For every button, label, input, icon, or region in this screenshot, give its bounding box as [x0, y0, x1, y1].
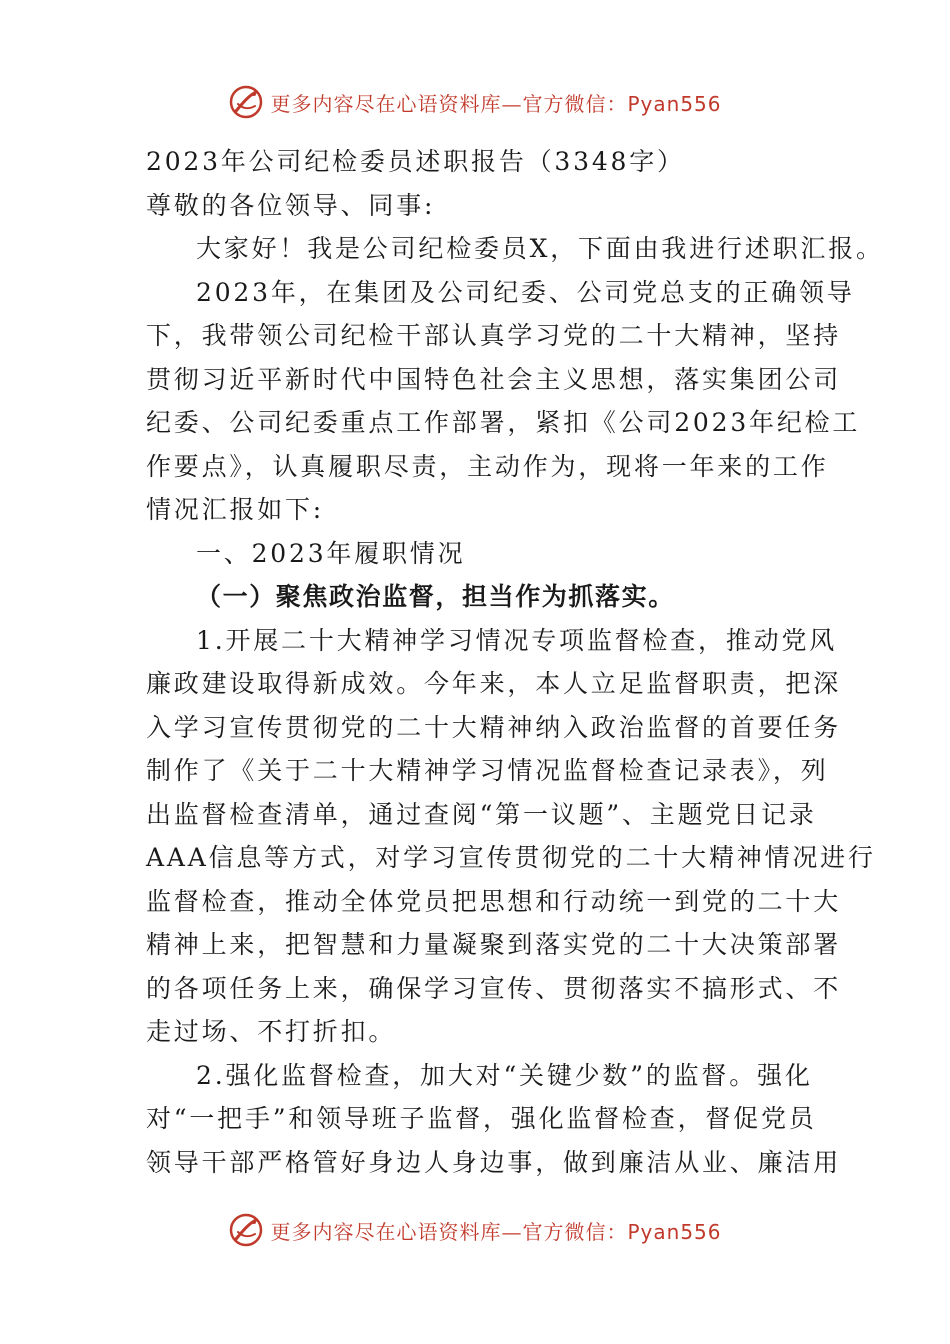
- paragraph-line: 贯彻习近平新时代中国特色社会主义思想，落实集团公司: [146, 364, 842, 394]
- paragraph-line: 对“一把手”和领导班子监督，强化监督检查，督促党员: [146, 1104, 817, 1133]
- section-heading: 一、2023年履职情况: [196, 538, 466, 568]
- header-banner-text: 更多内容尽在心语资料库—官方微信：Pyan556: [270, 91, 722, 116]
- paragraph-line: 纪委、公司纪委重点工作部署，紧扣《公司2023年纪检工: [146, 408, 861, 437]
- pen-signature-logo-icon: [228, 84, 264, 120]
- paragraph-line: 2023年，在集团及公司纪委、公司党总支的正确领导: [196, 277, 855, 307]
- paragraph-line: 制作了《关于二十大精神学习情况监督检查记录表》，列: [146, 756, 829, 785]
- paragraph-line: 2.强化监督检查，加大对“关键少数”的监督。强化: [196, 1060, 813, 1090]
- document-salutation: 尊敬的各位领导、同事:: [146, 190, 436, 220]
- paragraph-line: 大家好！我是公司纪检委员X，下面由我进行述职汇报。: [196, 234, 884, 263]
- header-watermark-banner: [0, 80, 950, 124]
- paragraph-line: 监督检查，推动全体党员把思想和行动统一到党的二十大: [146, 886, 842, 916]
- footer-banner-text: 更多内容尽在心语资料库—官方微信：Pyan556: [270, 1219, 722, 1244]
- paragraph-line: AAA信息等方式，对学习宣传贯彻党的二十大精神情况进行: [146, 843, 876, 872]
- paragraph-line: 领导干部严格管好身边人身边事，做到廉洁从业、廉洁用: [146, 1147, 842, 1177]
- document-body: [146, 140, 884, 1184]
- footer-wechat-id: Pyan556: [627, 1219, 722, 1244]
- paragraph-line: 走过场、不打折扣。: [146, 1017, 397, 1046]
- paragraph-line: 出监督检查清单，通过查阅“第一议题”、主题党日记录: [146, 799, 817, 829]
- footer-watermark-banner: [0, 1208, 950, 1252]
- paragraph-line: 情况汇报如下:: [146, 495, 325, 524]
- paragraph-line: 1.开展二十大精神学习情况专项监督检查，推动党风: [196, 625, 838, 655]
- subsection-heading: （一）聚焦政治监督，担当作为抓落实。: [196, 582, 675, 611]
- paragraph-line: 廉政建设取得新成效。今年来，本人立足监督职责，把深: [146, 669, 842, 698]
- paragraph-line: 入学习宣传贯彻党的二十大精神纳入政治监督的首要任务: [146, 712, 842, 742]
- paragraph-line: 作要点》，认真履职尽责，主动作为，现将一年来的工作: [146, 451, 829, 481]
- paragraph-line: 精神上来，把智慧和力量凝聚到落实党的二十大决策部署: [146, 930, 842, 959]
- paragraph-line: 的各项任务上来，确保学习宣传、贯彻落实不搞形式、不: [146, 973, 842, 1003]
- document-title: 2023年公司纪检委员述职报告（3348字）: [146, 147, 685, 176]
- pen-signature-logo-icon: [228, 1212, 264, 1248]
- header-wechat-id: Pyan556: [627, 91, 722, 116]
- paragraph-line: 下，我带领公司纪检干部认真学习党的二十大精神，坚持: [146, 321, 842, 350]
